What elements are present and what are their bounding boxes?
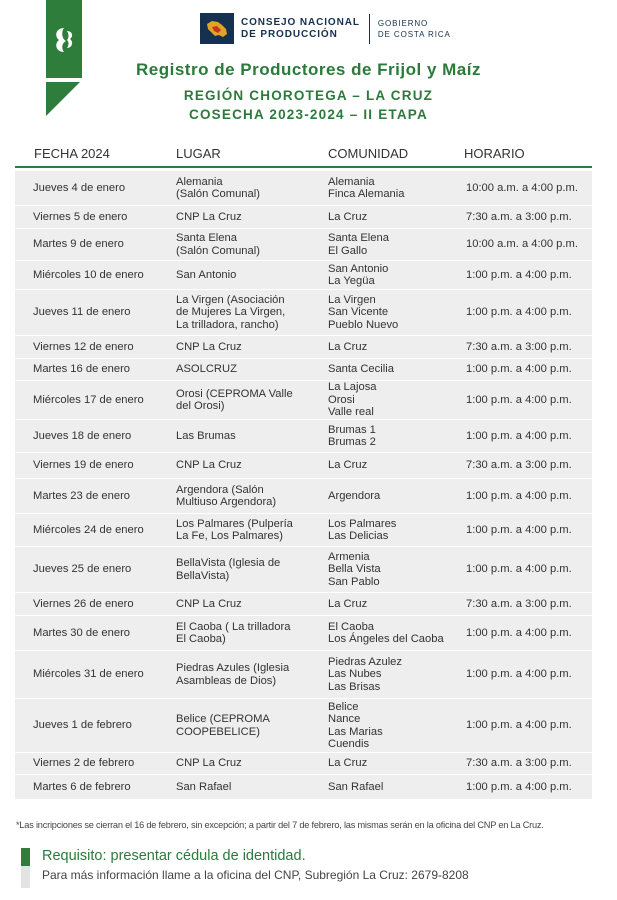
org-line1: CONSEJO NACIONAL bbox=[241, 16, 360, 28]
row-date: Viernes 26 de enero bbox=[33, 597, 134, 610]
row-place: ASOLCRUZ bbox=[176, 363, 237, 376]
row-community: Piedras Azulez Las Nubes Las Brisas bbox=[328, 655, 403, 693]
table-row bbox=[15, 336, 592, 359]
table-row bbox=[15, 547, 592, 593]
row-place: Belice (CEPROMA COOPEBELICE) bbox=[176, 713, 270, 738]
harvest-subtitle: COSECHA 2023-2024 – II ETAPA bbox=[189, 107, 428, 122]
row-community: La Cruz bbox=[328, 597, 368, 610]
row-date: Miércoles 24 de enero bbox=[33, 523, 144, 536]
row-place: Argendora (Salón Multiuso Argendora) bbox=[176, 483, 277, 508]
row-place: BellaVista (Iglesia de BellaVista) bbox=[176, 557, 281, 582]
row-time: 1:00 p.m. a 4:00 p.m. bbox=[466, 489, 572, 502]
row-community: San Rafael bbox=[328, 780, 384, 793]
row-place: CNP La Cruz bbox=[176, 757, 242, 770]
row-place: La Virgen (Asociación de Mujeres La Virgen, La trilladora, rancho) bbox=[176, 293, 286, 331]
row-place: San Antonio bbox=[176, 268, 237, 281]
row-community: La Cruz bbox=[328, 340, 368, 353]
row-date: Jueves 1 de febrero bbox=[33, 719, 132, 732]
row-date: Viernes 5 de enero bbox=[33, 210, 128, 223]
footnote: *Las incripciones se cierran el 16 de febrero, sin excepción; a partir del 7 de febrero, las mismas serán en la oficina del CNP en La Cruz. bbox=[16, 820, 544, 830]
row-date: Martes 16 de enero bbox=[33, 363, 131, 376]
gov-line1: GOBIERNO bbox=[377, 18, 429, 28]
row-community: Santa Cecilia bbox=[328, 363, 394, 376]
table-row bbox=[15, 290, 592, 336]
row-time: 1:00 p.m. a 4:00 p.m. bbox=[466, 429, 572, 442]
header-place: LUGAR bbox=[176, 146, 221, 161]
row-place: Alemania (Salón Comunal) bbox=[176, 175, 260, 200]
row-time: 7:30 a.m. a 3:00 p.m. bbox=[466, 459, 572, 472]
table-row bbox=[15, 616, 592, 651]
table-row bbox=[15, 359, 592, 381]
row-community: San Antonio La Yegüa bbox=[328, 262, 389, 287]
row-place: Piedras Azules (Iglesia Asambleas de Dios) bbox=[176, 662, 290, 687]
row-date: Martes 23 de enero bbox=[33, 489, 131, 502]
bean-icon bbox=[52, 26, 76, 54]
row-time: 7:30 a.m. a 3:00 p.m. bbox=[466, 210, 572, 223]
table-row bbox=[15, 420, 592, 453]
row-date: Jueves 4 de enero bbox=[33, 181, 126, 194]
row-date: Jueves 18 de enero bbox=[33, 429, 132, 442]
table-row bbox=[15, 229, 592, 261]
row-place: Las Brumas bbox=[176, 429, 236, 442]
row-date: Miércoles 31 de enero bbox=[33, 668, 144, 681]
row-community: El Caoba Los Ángeles del Caoba bbox=[328, 620, 444, 645]
row-date: Martes 9 de enero bbox=[33, 238, 124, 251]
row-community: Argendora bbox=[328, 489, 381, 502]
row-date: Viernes 2 de febrero bbox=[33, 757, 135, 770]
row-community: La Cruz bbox=[328, 459, 368, 472]
table-row bbox=[15, 514, 592, 547]
row-time: 1:00 p.m. a 4:00 p.m. bbox=[466, 719, 572, 732]
logo-divider bbox=[369, 14, 370, 44]
table-header bbox=[15, 146, 592, 168]
gov-line2: DE COSTA RICA bbox=[377, 29, 451, 39]
row-community: Belice Nance Las Marias Cuendis bbox=[328, 700, 383, 750]
row-place: CNP La Cruz bbox=[176, 459, 242, 472]
row-date: Jueves 11 de enero bbox=[33, 306, 131, 319]
row-date: Viernes 12 de enero bbox=[33, 340, 134, 353]
row-community: La Cruz bbox=[328, 757, 368, 770]
table-row bbox=[15, 479, 592, 514]
row-place: Los Palmares (Pulpería La Fe, Los Palmares) bbox=[176, 517, 293, 542]
requirement-text: Requisito: presentar cédula de identidad. bbox=[42, 848, 306, 864]
row-place: CNP La Cruz bbox=[176, 340, 242, 353]
table-row bbox=[15, 261, 592, 290]
row-community: Los Palmares Las Delicias bbox=[328, 517, 397, 542]
row-time: 1:00 p.m. a 4:00 p.m. bbox=[466, 268, 572, 281]
row-time: 1:00 p.m. a 4:00 p.m. bbox=[466, 780, 572, 793]
table-row bbox=[15, 775, 592, 800]
row-place: Orosi (CEPROMA Valle del Orosi) bbox=[176, 387, 293, 412]
row-time: 7:30 a.m. a 3:00 p.m. bbox=[466, 340, 572, 353]
row-time: 1:00 p.m. a 4:00 p.m. bbox=[466, 668, 572, 681]
row-time: 1:00 p.m. a 4:00 p.m. bbox=[466, 563, 572, 576]
row-time: 10:00 a.m. a 4:00 p.m. bbox=[466, 238, 578, 251]
contact-info: Para más información llame a la oficina del CNP, Subregión La Cruz: 2679-8208 bbox=[42, 868, 469, 882]
row-time: 1:00 p.m. a 4:00 p.m. bbox=[466, 393, 572, 406]
row-place: CNP La Cruz bbox=[176, 597, 242, 610]
header-date: FECHA 2024 bbox=[34, 146, 110, 161]
table-row bbox=[15, 699, 592, 753]
page-title: Registro de Productores de Frijol y Maíz bbox=[136, 60, 481, 79]
table-row bbox=[15, 381, 592, 420]
row-place: CNP La Cruz bbox=[176, 210, 242, 223]
org-line2: DE PRODUCCIÓN bbox=[241, 28, 338, 40]
row-time: 7:30 a.m. a 3:00 p.m. bbox=[466, 597, 572, 610]
row-community: Alemania Finca Alemania bbox=[328, 175, 405, 200]
row-time: 1:00 p.m. a 4:00 p.m. bbox=[466, 306, 572, 319]
row-time: 1:00 p.m. a 4:00 p.m. bbox=[466, 363, 572, 376]
header-community: COMUNIDAD bbox=[328, 146, 409, 161]
row-date: Viernes 19 de enero bbox=[33, 459, 134, 472]
table-row bbox=[15, 593, 592, 616]
row-community: Santa Elena El Gallo bbox=[328, 232, 389, 257]
row-time: 10:00 a.m. a 4:00 p.m. bbox=[466, 181, 578, 194]
region-subtitle: REGIÓN CHOROTEGA – LA CRUZ bbox=[183, 88, 434, 103]
row-date: Jueves 25 de enero bbox=[33, 563, 132, 576]
row-date: Martes 6 de febrero bbox=[33, 780, 131, 793]
header-time: HORARIO bbox=[464, 146, 525, 161]
row-date: Martes 30 de enero bbox=[33, 626, 131, 639]
gov-name bbox=[378, 18, 451, 40]
org-name bbox=[241, 17, 360, 41]
row-community: La Cruz bbox=[328, 210, 368, 223]
row-community: Brumas 1 Brumas 2 bbox=[328, 423, 376, 448]
row-date: Miércoles 17 de enero bbox=[33, 393, 144, 406]
logo bbox=[200, 13, 451, 44]
table-row bbox=[15, 453, 592, 479]
row-time: 1:00 p.m. a 4:00 p.m. bbox=[466, 626, 572, 639]
row-date: Miércoles 10 de enero bbox=[33, 268, 144, 281]
row-place: San Rafael bbox=[176, 780, 232, 793]
table-row bbox=[15, 651, 592, 699]
row-time: 1:00 p.m. a 4:00 p.m. bbox=[466, 523, 572, 536]
table-row bbox=[15, 171, 592, 206]
cnp-logo-icon bbox=[200, 13, 234, 44]
table-row bbox=[15, 206, 592, 229]
row-time: 7:30 a.m. a 3:00 p.m. bbox=[466, 757, 572, 770]
table-row bbox=[15, 753, 592, 775]
row-place: El Caoba ( La trilladora El Caoba) bbox=[176, 620, 291, 645]
row-community: La Virgen San Vicente Pueblo Nuevo bbox=[328, 293, 399, 331]
requirement-bar-accent bbox=[21, 848, 30, 866]
row-community: La Lajosa Orosi Valle real bbox=[328, 381, 377, 419]
row-place: Santa Elena (Salón Comunal) bbox=[176, 232, 260, 257]
row-community: Armenia Bella Vista San Pablo bbox=[328, 550, 381, 588]
